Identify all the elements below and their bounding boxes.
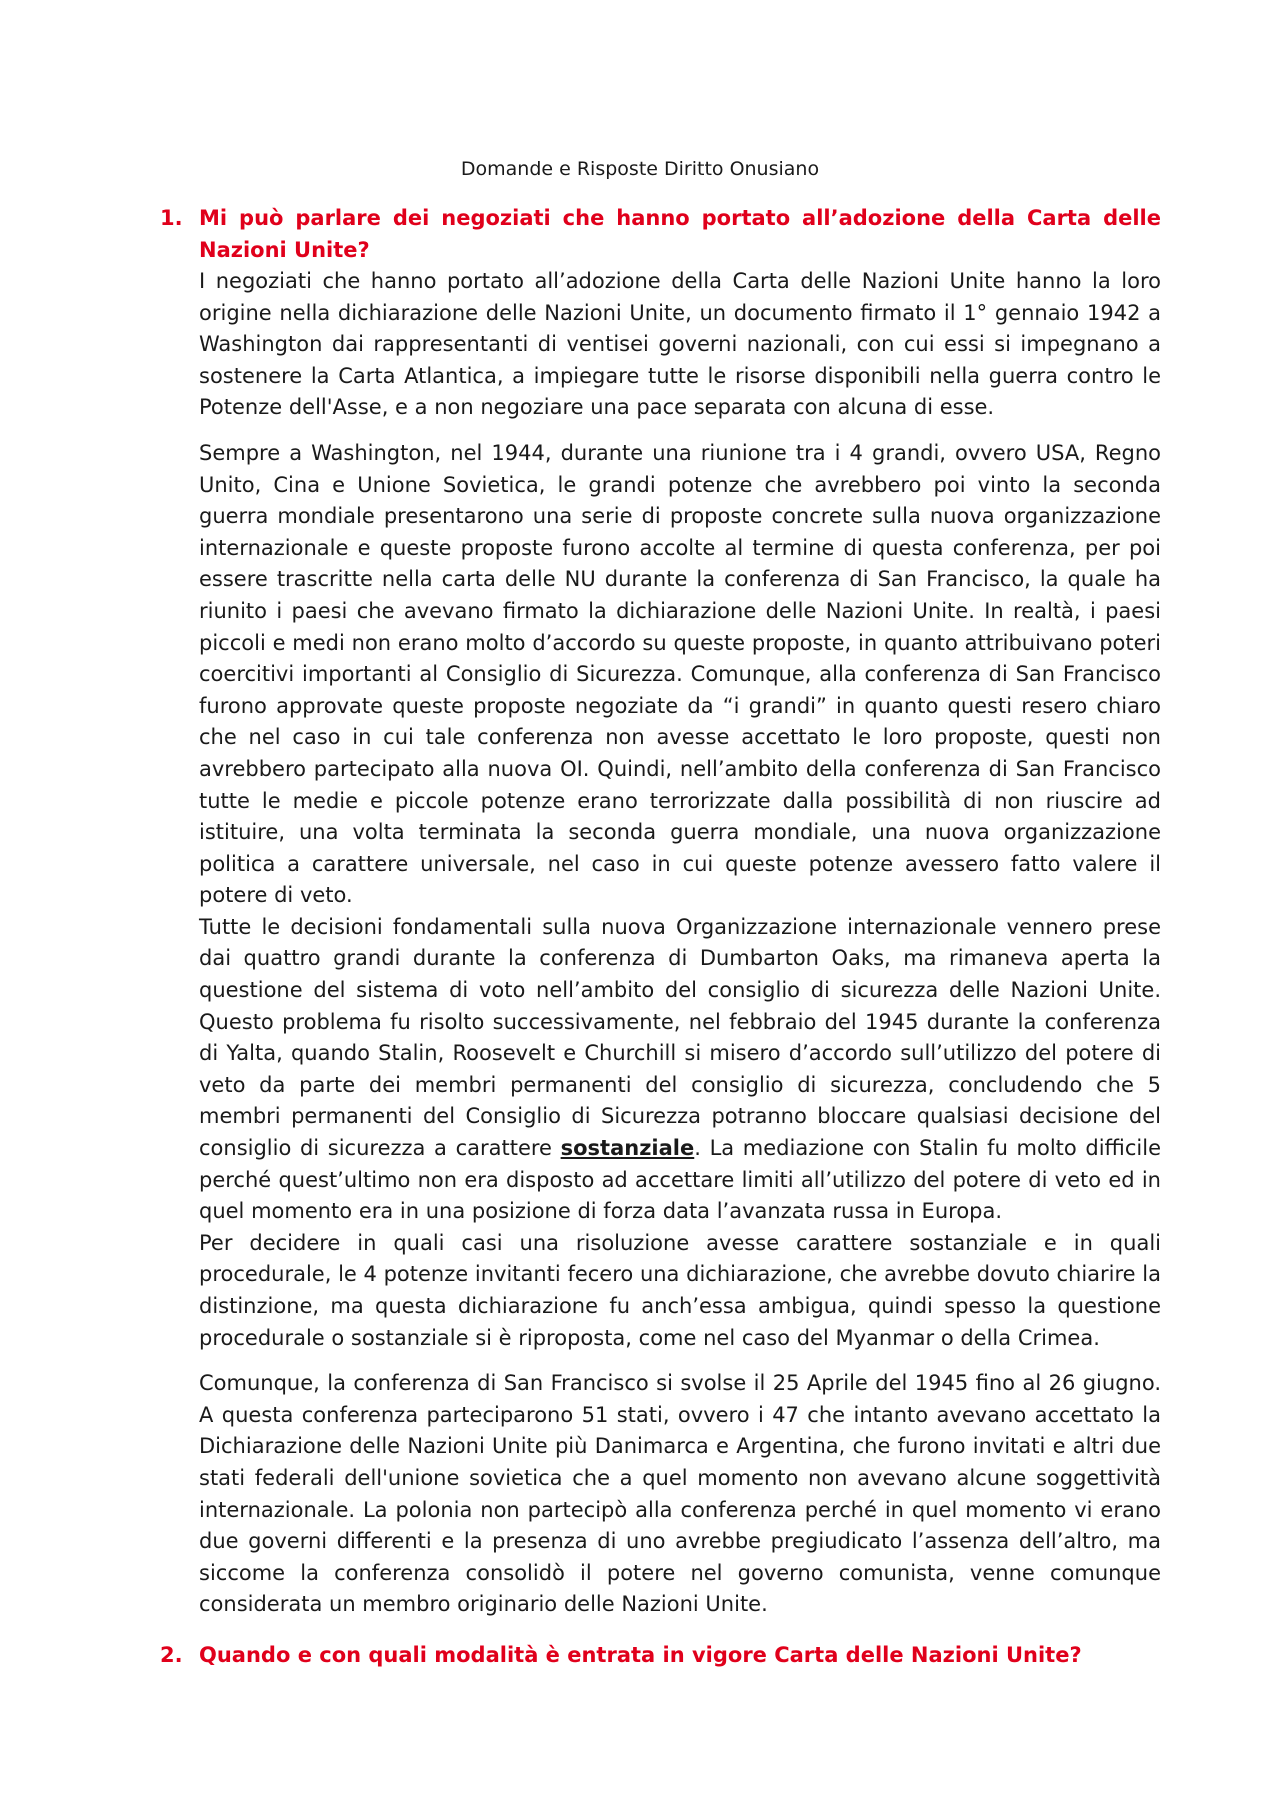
answer-1-paragraph-5: Comunque, la conferenza di San Francisco si svolse il 25 Aprile del 1945 fino al 26 giugno. A questa conferenza parteciparono 51 stati, ovvero i 47 che intanto avevano accettato la Dichiarazione delle Nazioni Unite più Danimarca e Argentina, che furono invitati e altri due stati federali dell'unione sovietica che a quel momento non avevano alcune soggettività internazionale. La polonia non partecipò alla conferenza perché in quel momento vi erano due governi differenti e la presenza di uno avrebbe pregiudicato l’assenza dell’altro, ma siccome la conferenza consolidò il potere nel governo comunista, venne comunque considerata un membro originario delle Nazioni Unite. — [199, 1371, 1161, 1617]
answer-1-paragraph-3 — [199, 912, 1161, 1228]
emphasized-term: sostanziale — [560, 1136, 695, 1161]
answer-1 — [199, 266, 1161, 1621]
question-1-text: Mi può parlare dei negoziati che hanno portato all’adozione della Carta delle Nazioni Unite? — [199, 206, 1161, 262]
answer-1-paragraph-1: I negoziati che hanno portato all’adozione della Carta delle Nazioni Unite hanno la loro origine nella dichiarazione delle Nazioni Unite, un documento firmato il 1° gennaio 1942 a Washington dai rappresentanti di ventisei governi nazionali, con cui essi si impegnano a sostenere la Carta Atlantica, a impiegare tutte le risorse disponibili nella guerra contro le Potenze dell'Asse, e a non negoziare una pace separata con alcuna di esse. — [199, 269, 1161, 420]
answer-1-paragraph-3-start: Tutte le decisioni fondamentali sulla nuova Organizzazione internazionale vennero prese dai quattro grandi durante la conferenza di Dumbarton Oaks, ma rimaneva aperta la questione del sistema di voto nell’ambito del consiglio di sicurezza delle Nazioni Unite. Questo problema fu risolto successivamente, nel febbraio del 1945 durante la conferenza di Yalta, quando Stalin, Roosevelt e Churchill si misero d’accordo sull’utilizzo del potere di veto da parte dei membri permanenti del consiglio di sicurezza, concludendo che 5 membri permanenti del Consiglio di Sicurezza potranno bloccare qualsiasi decisione del consiglio di sicurezza a carattere — [199, 914, 1161, 1161]
question-1 — [160, 203, 1161, 266]
question-2-text: Quando e con quali modalità è entrata in vigore Carta delle Nazioni Unite? — [199, 1643, 1082, 1667]
answer-1-paragraph-4: Per decidere in quali casi una risoluzione avesse carattere sostanziale e in quali procedurale, le 4 potenze invitanti fecero una dichiarazione, che avrebbe dovuto chiarire la distinzione, ma questa dichiarazione fu anch’essa ambigua, quindi spesso la questione procedurale o sostanziale si è riproposta, come nel caso del Myanmar o della Crimea. — [199, 1230, 1161, 1350]
question-2 — [160, 1640, 1161, 1672]
question-1-number: 1. — [160, 206, 183, 230]
document-title: Domande e Risposte Diritto Onusiano — [460, 158, 820, 180]
answer-1-paragraph-3-end: . La mediazione con Stalin fu molto difficile perché quest’ultimo non era disposto ad accettare limiti all’utilizzo del potere di veto ed in quel momento era in una posizione di forza data l’avanzata russa in Europa. — [199, 1136, 1161, 1224]
answer-1-paragraph-2: Sempre a Washington, nel 1944, durante una riunione tra i 4 grandi, ovvero USA, Regno Unito, Cina e Unione Sovietica, le grandi potenze che avrebbero poi vinto la seconda guerra mondiale presentarono una serie di proposte concrete sulla nuova organizzazione internazionale e queste proposte furono accolte al termine di questa conferenza, per poi essere trascritte nella carta delle NU durante la conferenza di San Francisco, la quale ha riunito i paesi che avevano firmato la dichiarazione delle Nazioni Unite. In realtà, i paesi piccoli e medi non erano molto d’accordo su queste proposte, in quanto attribuivano poteri coercitivi importanti al Consiglio di Sicurezza. Comunque, alla conferenza di San Francisco furono approvate queste proposte negoziate da “i grandi” in quanto questi resero chiaro che nel caso in cui tale conferenza non avesse accettato le loro proposte, questi non avrebbero partecipato alla nuova OI. Quindi, nell’ambito della conferenza di San Francisco tutte le medie e piccole potenze erano terrorizzate dalla possibilità di non riuscire ad istituire, una volta terminata la seconda guerra mondiale, una nuova organizzazione politica a carattere universale, nel caso in cui queste potenze avessero fatto valere il potere di veto. — [199, 440, 1161, 908]
question-2-number: 2. — [160, 1643, 183, 1667]
